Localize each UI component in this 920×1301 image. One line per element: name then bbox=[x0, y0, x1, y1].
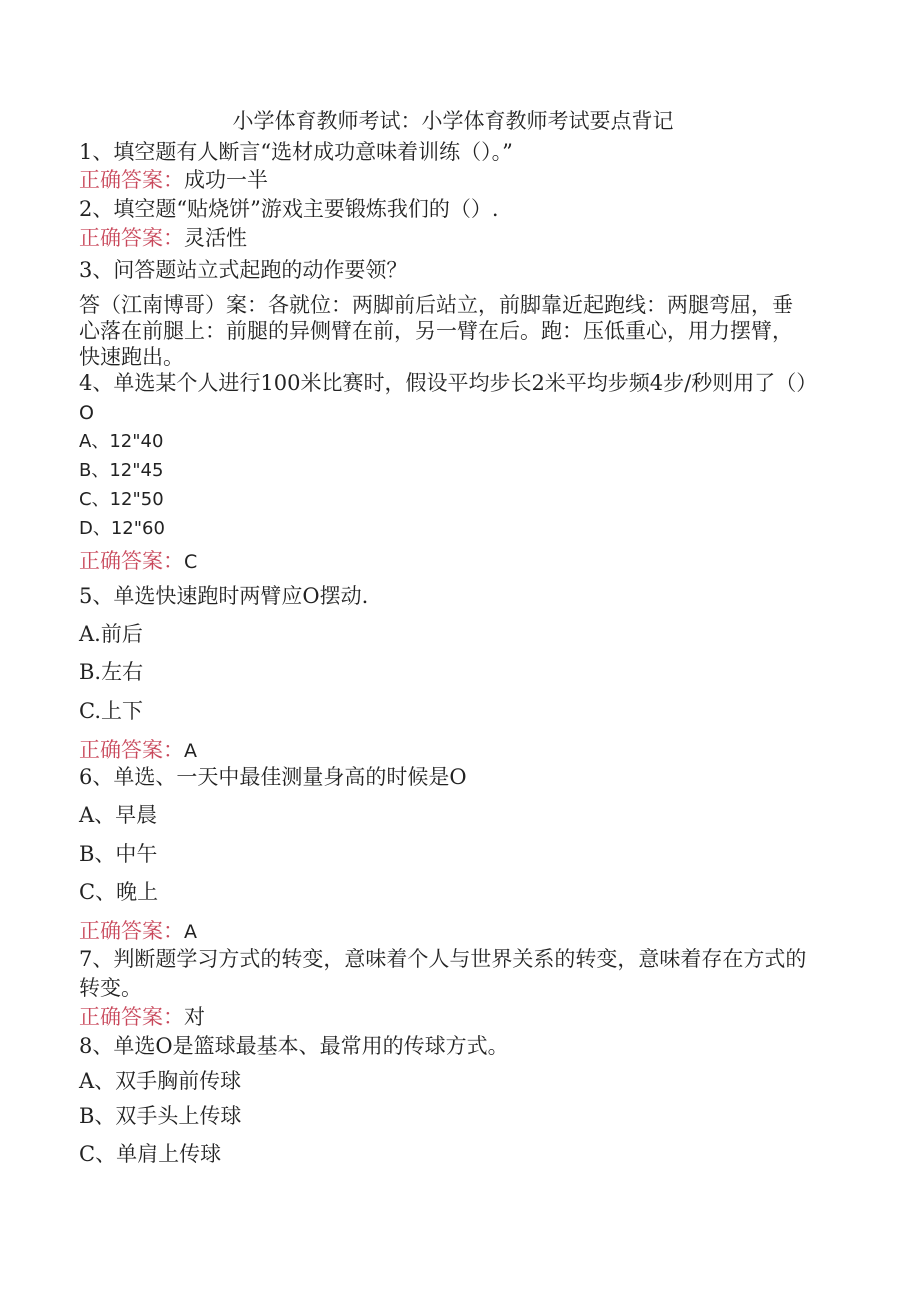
option-c: C、12"50 bbox=[79, 489, 164, 510]
option-b: B.左右 bbox=[79, 660, 144, 684]
answer-label: 正确答案： bbox=[79, 738, 184, 762]
answer-value: A bbox=[184, 740, 197, 762]
answer-line: 快速跑出。 bbox=[79, 345, 184, 369]
answer-row-5 bbox=[79, 737, 197, 764]
option-a: A、12"40 bbox=[79, 431, 164, 452]
option-a: A、双手胸前传球 bbox=[79, 1069, 242, 1093]
answer-label: 正确答案： bbox=[79, 168, 184, 192]
answer-value: 成功一半 bbox=[184, 168, 268, 192]
answer-row-6 bbox=[79, 918, 197, 945]
option-c: C、晚上 bbox=[79, 880, 159, 904]
question-4-continued: O bbox=[79, 402, 94, 424]
option-a: A、早晨 bbox=[79, 803, 158, 827]
question-6: 6、单选、一天中最佳测量身高的时候是O bbox=[79, 765, 467, 789]
question-8: 8、单选O是篮球最基本、最常用的传球方式。 bbox=[79, 1034, 509, 1058]
answer-value: 灵活性 bbox=[184, 226, 247, 250]
option-b: B、中午 bbox=[79, 842, 158, 866]
answer-value: C bbox=[184, 551, 198, 573]
option-d: D、12"60 bbox=[79, 518, 165, 539]
page-title: 小学体育教师考试：小学体育教师考试要点背记 bbox=[232, 109, 674, 133]
option-a: A.前后 bbox=[79, 622, 143, 646]
answer-row-7 bbox=[79, 1004, 205, 1030]
question-7: 7、判断题学习方式的转变，意味着个人与世界关系的转变，意味着存在方式的 bbox=[79, 947, 807, 971]
answer-label: 正确答案： bbox=[79, 549, 184, 573]
answer-row-2 bbox=[79, 225, 247, 251]
answer-value: 对 bbox=[184, 1005, 205, 1029]
answer-line: 心落在前腿上：前腿的异侧臂在前，另一臂在后。跑：压低重心，用力摆臂， bbox=[79, 319, 793, 343]
question-2: 2、填空题“贴烧饼”游戏主要锻炼我们的（）. bbox=[79, 197, 499, 221]
question-5: 5、单选快速跑时两臂应O摆动. bbox=[79, 584, 369, 608]
answer-line: 答（江南博哥）案：各就位：两脚前后站立，前脚靠近起跑线：两腿弯屈，垂 bbox=[79, 293, 793, 317]
option-c: C、单肩上传球 bbox=[79, 1142, 222, 1166]
answer-row-4 bbox=[79, 548, 197, 575]
option-b: B、双手头上传球 bbox=[79, 1104, 242, 1128]
question-4: 4、单选某个人进行100米比赛时，假设平均步长2米平均步频4步/秒则用了（） bbox=[79, 371, 818, 395]
option-b: B、12"45 bbox=[79, 460, 164, 481]
answer-label: 正确答案： bbox=[79, 226, 184, 250]
question-7-continued: 转变。 bbox=[79, 976, 142, 1000]
answer-label: 正确答案： bbox=[79, 1005, 184, 1029]
answer-value: A bbox=[184, 921, 197, 943]
question-1: 1、填空题有人断言“选材成功意味着训练（）。” bbox=[79, 140, 513, 164]
option-c: C.上下 bbox=[79, 699, 143, 723]
question-3: 3、问答题站立式起跑的动作要领？ bbox=[79, 258, 408, 282]
answer-row-1 bbox=[79, 167, 268, 193]
answer-label: 正确答案： bbox=[79, 919, 184, 943]
